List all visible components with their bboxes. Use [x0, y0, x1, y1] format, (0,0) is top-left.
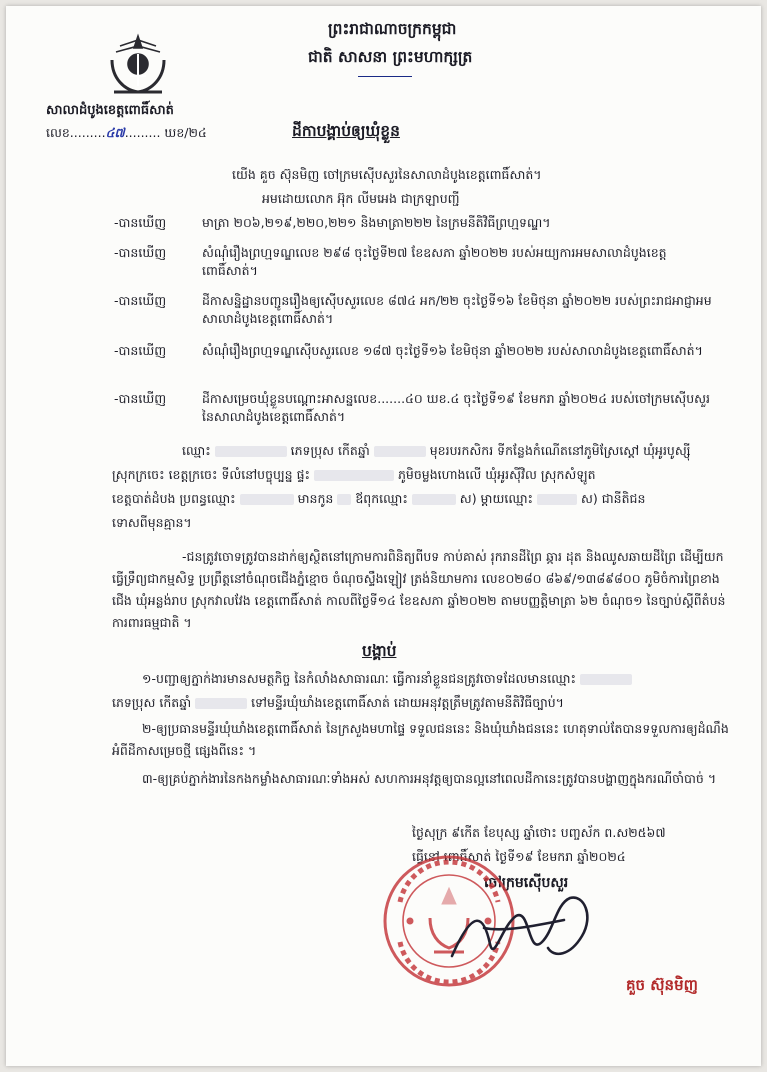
- redacted-father: [412, 494, 456, 505]
- signer-name: គួច ស៊ុនមិញ: [626, 976, 698, 994]
- order-1-line-2: [112, 694, 564, 712]
- seen-item: សំណុំរឿងព្រហ្មទណ្ឌលេខ ២៩៨ ចុះថ្ងៃទី២៧ ខែឧសភា ឆ្នាំ២០២២ របស់អយ្យការអមសាលាដំបូងខេត្តពោធិ៍សាត់។: [202, 245, 667, 278]
- seen-label: -បានឃើញ: [114, 391, 167, 406]
- reference-number: [46, 124, 207, 142]
- person-text: ឈ្មោះ: [182, 443, 211, 458]
- document-title: ដីកាបង្គាប់ឲ្យឃុំខ្លួន: [292, 122, 400, 140]
- document-page: [6, 6, 761, 1066]
- court-emblem-icon: [106, 30, 170, 100]
- seen-label: -បានឃើញ: [114, 215, 167, 230]
- person-line-1: [182, 442, 691, 460]
- motto-heading: ជាតិ សាសនា ព្រះមហាក្សត្រ: [308, 48, 473, 66]
- order-1-line-1: [142, 670, 632, 688]
- redacted-year: [195, 698, 247, 709]
- reference-prefix: លេខ.........: [46, 125, 106, 140]
- redacted-children: [337, 494, 351, 505]
- place-date: ធ្វើនៅ ពោធិ៍សាត់ ថ្ងៃទី១៩ ខែមករា ឆ្នាំ២០២៤: [412, 849, 626, 864]
- person-text: ឪពុកឈ្មោះ: [355, 491, 408, 506]
- person-text: ស) ម្ដាយឈ្មោះ: [459, 491, 534, 506]
- person-text: ស) ជានីតិជន: [581, 491, 646, 506]
- court-name: សាលាដំបូងខេត្តពោធិ៍សាត់: [46, 103, 174, 118]
- redacted-mother: [537, 494, 577, 505]
- person-text: ខេត្តបាត់ដំបង ប្រពន្ធឈ្មោះ: [112, 491, 236, 506]
- handwritten-signature-icon: [444, 886, 614, 976]
- person-text: មានកូន: [297, 491, 334, 506]
- reference-suffix: ......... ឃខ/២៤: [124, 125, 207, 140]
- reference-number-value: ៤៧: [105, 125, 125, 140]
- seen-label: -បានឃើញ: [114, 293, 167, 308]
- redacted-name: [580, 674, 632, 685]
- intro-line-1: យើង គួច ស៊ុនមិញ ចៅក្រមស៊ើបសួរនៃសាលាដំបូងខេត្តពោធិ៍សាត់។: [232, 167, 542, 182]
- redacted-year: [374, 446, 426, 457]
- order-item-3: ៣-ឲ្យគ្រប់ភ្នាក់ងារនៃកងកម្លាំងសាធារណៈទាំងអស់ សហការអនុវត្តឲ្យបានល្អនៅពេលដីកានេះត្រូវបានបង្ហាញក្នុងករណីចាំបាច់ ។: [142, 771, 717, 786]
- person-line-3: [112, 490, 645, 508]
- charge-paragraph: -ជនត្រូវចោទត្រូវបានដាក់ឲ្យស្ថិតនៅក្រោមការពិនិត្យពីបទ កាប់គាស់ រុករានដីព្រៃ ឆ្ការ ដុត និងឈូសឆាយដីព្រៃ ដើម្បីយកធ្វើទ្រឹព្យជាកម្មសិទ្ធ ប្រព្រឹត្តនៅចំណុចជើងភ្នំខ្មោច ចំណុចស្ទឹងឡៀវ ត្រង់និយាមការ លេខ០២៨០ ៨៦៩/១៣៨៩៨០០ ភូមិចំការព្រៃខាងជើង ឃុំអន្លង់រាប ស្រុកវាលវែង ខេត្តពោធិ៍សាត់ កាលពីថ្ងៃទី១៤ ខែឧសភា ឆ្នាំ២០២២ តាមបញ្ញត្តិមាត្រា ៦២ ចំណុច១ នៃច្បាប់ស្ដីពីតំបន់ការពារធម្មជាតិ ។: [112, 549, 726, 630]
- intro-line-2: អមដោយលោក អ៊ុក លីមអេង ជាក្រឡាបញ្ជី: [262, 191, 460, 206]
- seen-item: ដីកាសម្រេចឃុំខ្លួនបណ្ដោះអាសន្នលេខ.......៤០ ឃខ.៤ ចុះថ្ងៃទី១៩ ខែមករា ឆ្នាំ២០២៤ របស់ចៅក្រមស៊ើបសួរ នៃសាលាដំបូងខេត្តពោធិ៍សាត់។: [202, 391, 711, 424]
- seen-label: -បានឃើញ: [114, 245, 167, 260]
- seen-label: -បានឃើញ: [114, 343, 167, 358]
- order-heading: បង្គាប់: [362, 642, 397, 660]
- redacted-spouse: [240, 494, 294, 505]
- redacted-name: [215, 446, 287, 457]
- person-text: ស្រុកក្រចេះ ខេត្តក្រចេះ ទីលំនៅបច្ចុប្បន្ន ផ្ទះ: [112, 467, 311, 482]
- person-line-2: [112, 466, 596, 484]
- redacted-house: [314, 470, 394, 481]
- kingdom-heading: ព្រះរាជាណាចក្រកម្ពុជា: [328, 20, 457, 38]
- seen-item: មាត្រា ២០៦,២១៩,២២០,២២១ និងមាត្រា២២២ នៃក្រមនីតិវិធីព្រហ្មទណ្ឌ។: [202, 215, 551, 230]
- seen-item: សំណុំរឿងព្រហ្មទណ្ឌស៊ើបសួរលេខ ១៨៧ ចុះថ្ងៃទី១៦ ខែមិថុនា ឆ្នាំ២០២២ របស់សាលាដំបូងខេត្តពោធិ៍សាត់។: [202, 343, 703, 358]
- order-text: ភេទប្រុស កើតឆ្នាំ: [112, 695, 192, 710]
- lunar-date: ថ្ងៃសុក្រ ៩កើត ខែបុស្ស ឆ្នាំថោះ បញ្ចស័ក ព.ស២៥៦៧: [412, 825, 666, 840]
- seen-item: ដីកាសន្និដ្ឋានបញ្ជូនរឿងឲ្យស៊ើបសួរលេខ ៨៧៤ អក/២២ ចុះថ្ងៃទី១៦ ខែមិថុនា ឆ្នាំ២០២២ របស់ព្រះរាជអាជ្ញាអមសាលាដំបូងខេត្តពោធិ៍សាត់។: [202, 293, 712, 326]
- order-item-2: ២-ឲ្យប្រធានមន្ទីរឃុំឃាំងខេត្តពោធិ៍សាត់ នៃក្រសួងមហាផ្ទៃ ទទួលជននេះ និងឃុំឃាំងជននេះ ហេតុទាល់តែបានទទួលការឲ្យដំណឹងអំពីដីកាសម្រេចថ្មី ផ្សេងពីនេះ ។: [112, 721, 729, 758]
- motto-underline: [358, 76, 412, 77]
- person-text: មុខរបរកសិករ ទីកន្លែងកំណើតនៅភូមិស្រែស្ដៅ ឃុំអូរបូស្ស៊ី: [429, 443, 691, 458]
- person-text: ភូមិចម្លងហោងលើ ឃុំអូរស៊ីវិល ស្រុកសំឡូត: [398, 467, 596, 482]
- order-text: ១-បញ្ជាឲ្យភ្នាក់ងារមានសមត្ថកិច្ច នៃកំលាំងសាធារណៈ ធ្វើការនាំខ្លួនជនត្រូវចោទដែលមានឈ្មោះ: [142, 671, 576, 686]
- signer-title: ចៅក្រមស៊ើបសួរ: [484, 875, 569, 891]
- person-line-4: ទោសពីមុនគ្មាន។: [112, 515, 192, 530]
- person-text: ភេទប្រុស កើតឆ្នាំ: [290, 443, 370, 458]
- order-text: ទៅមន្ទីរឃុំឃាំងខេត្តពោធិ៍សាត់ ដោយអនុវត្តត្រឹមត្រូវតាមនីតិវិធីច្បាប់។: [251, 695, 564, 710]
